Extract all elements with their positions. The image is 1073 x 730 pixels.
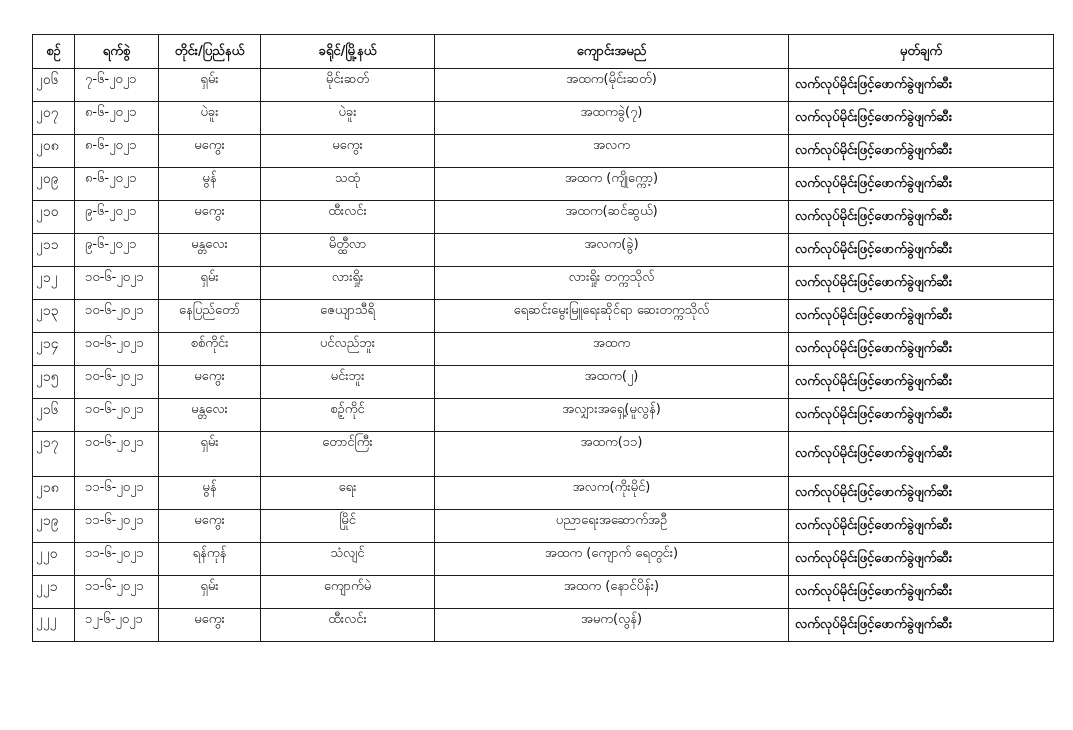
cell-no: ၂၁၅ (33, 366, 75, 399)
cell-district: မြိုင် (261, 510, 435, 543)
cell-region: စစ်ကိုင်း (159, 333, 261, 366)
table-row (33, 135, 1054, 168)
cell-no: ၂၀၇ (33, 102, 75, 135)
cell-date: ၁၀-၆-၂၀၂၁ (75, 333, 159, 366)
table-row (33, 477, 1054, 510)
cell-remark: လက်လုပ်မိုင်းဖြင့်ဖောက်ခွဲဖျက်ဆီး (789, 399, 1054, 432)
cell-region: ပဲခူး (159, 102, 261, 135)
table-row (33, 399, 1054, 432)
cell-remark: လက်လုပ်မိုင်းဖြင့်ဖောက်ခွဲဖျက်ဆီး (789, 576, 1054, 609)
cell-remark: လက်လုပ်မိုင်းဖြင့်ဖောက်ခွဲဖျက်ဆီး (789, 543, 1054, 576)
cell-remark: လက်လုပ်မိုင်းဖြင့်ဖောက်ခွဲဖျက်ဆီး (789, 366, 1054, 399)
cell-school: အလက(ကိုးမိုင်) (435, 477, 789, 510)
cell-school: အထက(၁၁) (435, 432, 789, 477)
cell-remark: လက်လုပ်မိုင်းဖြင့်ဖောက်ခွဲဖျက်ဆီး (789, 168, 1054, 201)
cell-no: ၂၁၆ (33, 399, 75, 432)
cell-district: သံလျင် (261, 543, 435, 576)
cell-no: ၂၁၉ (33, 510, 75, 543)
cell-district: မကွေး (261, 135, 435, 168)
cell-date: ၁၀-၆-၂၀၂၁ (75, 399, 159, 432)
cell-school: အထက(ဆင်ဆွယ်) (435, 201, 789, 234)
cell-school: ပညာရေးအဆောက်အဦ (435, 510, 789, 543)
cell-district: ဇေယျာသီရိ (261, 300, 435, 333)
cell-date: ၁၂-၆-၂၀၂၁ (75, 609, 159, 642)
cell-school: အမက(လွန်) (435, 609, 789, 642)
table-row (33, 267, 1054, 300)
cell-district: ထီးလင်း (261, 609, 435, 642)
table-row (33, 432, 1054, 477)
cell-date: ၇-၆-၂၀၂၁ (75, 69, 159, 102)
cell-school: လားရှိုး တက္ကသိုလ် (435, 267, 789, 300)
cell-remark: လက်လုပ်မိုင်းဖြင့်ဖောက်ခွဲဖျက်ဆီး (789, 300, 1054, 333)
cell-date: ၁၀-၆-၂၀၂၁ (75, 300, 159, 333)
cell-date: ၈-၆-၂၀၂၁ (75, 135, 159, 168)
table-body (33, 69, 1054, 642)
cell-school: အလျှားအရှေ့(မူလွန်) (435, 399, 789, 432)
table-row (33, 234, 1054, 267)
cell-school: အထက (နောင်ပိန်း) (435, 576, 789, 609)
cell-region: မကွေး (159, 609, 261, 642)
table-row (33, 543, 1054, 576)
cell-date: ၉-၆-၂၀၂၁ (75, 201, 159, 234)
cell-date: ၁၀-၆-၂၀၂၁ (75, 432, 159, 477)
table-row (33, 300, 1054, 333)
cell-date: ၁၁-၆-၂၀၂၁ (75, 576, 159, 609)
cell-no: ၂၁၃ (33, 300, 75, 333)
header-district: ခရိုင်/မြို့နယ် (261, 35, 435, 69)
cell-region: မန္တလေး (159, 399, 261, 432)
cell-district: မိုင်းဆတ် (261, 69, 435, 102)
cell-district: ကျောက်မဲ (261, 576, 435, 609)
cell-school: အလက (435, 135, 789, 168)
table-row (33, 609, 1054, 642)
cell-date: ၈-၆-၂၀၂၁ (75, 102, 159, 135)
cell-region: ရှမ်း (159, 267, 261, 300)
cell-region: မကွေး (159, 366, 261, 399)
cell-remark: လက်လုပ်မိုင်းဖြင့်ဖောက်ခွဲဖျက်ဆီး (789, 234, 1054, 267)
incident-table (32, 34, 1054, 642)
cell-remark: လက်လုပ်မိုင်းဖြင့်ဖောက်ခွဲဖျက်ဆီး (789, 267, 1054, 300)
cell-school: အထကခွဲ(၇) (435, 102, 789, 135)
cell-school: အထက (ကျောက် ရေတွင်း) (435, 543, 789, 576)
cell-no: ၂၂၁ (33, 576, 75, 609)
cell-date: ၈-၆-၂၀၂၁ (75, 168, 159, 201)
cell-district: မိတ္ထီလာ (261, 234, 435, 267)
cell-district: သထုံ (261, 168, 435, 201)
cell-remark: လက်လုပ်မိုင်းဖြင့်ဖောက်ခွဲဖျက်ဆီး (789, 510, 1054, 543)
cell-school: အထက(၂) (435, 366, 789, 399)
header-date: ရက်စွဲ (75, 35, 159, 69)
cell-region: ရှမ်း (159, 432, 261, 477)
cell-no: ၂၀၆ (33, 69, 75, 102)
cell-date: ၁၀-၆-၂၀၂၁ (75, 366, 159, 399)
cell-remark: လက်လုပ်မိုင်းဖြင့်ဖောက်ခွဲဖျက်ဆီး (789, 432, 1054, 477)
cell-date: ၁၁-၆-၂၀၂၁ (75, 543, 159, 576)
cell-district: လားရှိုး (261, 267, 435, 300)
cell-no: ၂၁၀ (33, 201, 75, 234)
cell-remark: လက်လုပ်မိုင်းဖြင့်ဖောက်ခွဲဖျက်ဆီး (789, 477, 1054, 510)
cell-no: ၂၁၇ (33, 432, 75, 477)
cell-school: အထက(မိုင်းဆတ်) (435, 69, 789, 102)
cell-no: ၂၁၈ (33, 477, 75, 510)
cell-no: ၂၁၂ (33, 267, 75, 300)
cell-date: ၁၀-၆-၂၀၂၁ (75, 267, 159, 300)
cell-region: မွန် (159, 477, 261, 510)
cell-region: မကွေး (159, 135, 261, 168)
cell-region: နေပြည်တော် (159, 300, 261, 333)
header-row (33, 35, 1054, 69)
cell-date: ၉-၆-၂၀၂၁ (75, 234, 159, 267)
cell-no: ၂၀၉ (33, 168, 75, 201)
cell-school: ရေဆင်းမွေးမြူရေးဆိုင်ရာ ဆေးတက္ကသိုလ် (435, 300, 789, 333)
cell-region: ရှမ်း (159, 576, 261, 609)
table-row (33, 201, 1054, 234)
table-row (33, 102, 1054, 135)
table-row (33, 168, 1054, 201)
table-row (33, 510, 1054, 543)
cell-no: ၂၂၀ (33, 543, 75, 576)
cell-region: မကွေး (159, 201, 261, 234)
header-remark: မှတ်ချက် (789, 35, 1054, 69)
cell-region: မန္တလေး (159, 234, 261, 267)
cell-district: တောင်ကြီး (261, 432, 435, 477)
header-region: တိုင်း/ပြည်နယ် (159, 35, 261, 69)
cell-remark: လက်လုပ်မိုင်းဖြင့်ဖောက်ခွဲဖျက်ဆီး (789, 201, 1054, 234)
header-school: ကျောင်းအမည် (435, 35, 789, 69)
cell-region: မကွေး (159, 510, 261, 543)
cell-region: မွန် (159, 168, 261, 201)
table-row (33, 576, 1054, 609)
cell-region: ရှမ်း (159, 69, 261, 102)
cell-school: အလက(ခွဲ) (435, 234, 789, 267)
cell-remark: လက်လုပ်မိုင်းဖြင့်ဖောက်ခွဲဖျက်ဆီး (789, 135, 1054, 168)
cell-district: စဉ့်ကိုင် (261, 399, 435, 432)
cell-district: ထီးလင်း (261, 201, 435, 234)
cell-district: ပင်လည်ဘူး (261, 333, 435, 366)
cell-date: ၁၁-၆-၂၀၂၁ (75, 510, 159, 543)
cell-no: ၂၂၂ (33, 609, 75, 642)
table-row (33, 69, 1054, 102)
cell-region: ရန်ကုန် (159, 543, 261, 576)
cell-school: အထက (ကျိုက္ကော့) (435, 168, 789, 201)
cell-district: မင်းဘူး (261, 366, 435, 399)
cell-no: ၂၁၁ (33, 234, 75, 267)
cell-district: ရေး (261, 477, 435, 510)
cell-school: အထက (435, 333, 789, 366)
cell-remark: လက်လုပ်မိုင်းဖြင့်ဖောက်ခွဲဖျက်ဆီး (789, 609, 1054, 642)
table-row (33, 333, 1054, 366)
cell-district: ပဲခူး (261, 102, 435, 135)
table-row (33, 366, 1054, 399)
cell-no: ၂၀၈ (33, 135, 75, 168)
cell-remark: လက်လုပ်မိုင်းဖြင့်ဖောက်ခွဲဖျက်ဆီး (789, 69, 1054, 102)
cell-remark: လက်လုပ်မိုင်းဖြင့်ဖောက်ခွဲဖျက်ဆီး (789, 333, 1054, 366)
cell-no: ၂၁၄ (33, 333, 75, 366)
cell-date: ၁၁-၆-၂၀၂၁ (75, 477, 159, 510)
cell-remark: လက်လုပ်မိုင်းဖြင့်ဖောက်ခွဲဖျက်ဆီး (789, 102, 1054, 135)
header-no: စဉ် (33, 35, 75, 69)
